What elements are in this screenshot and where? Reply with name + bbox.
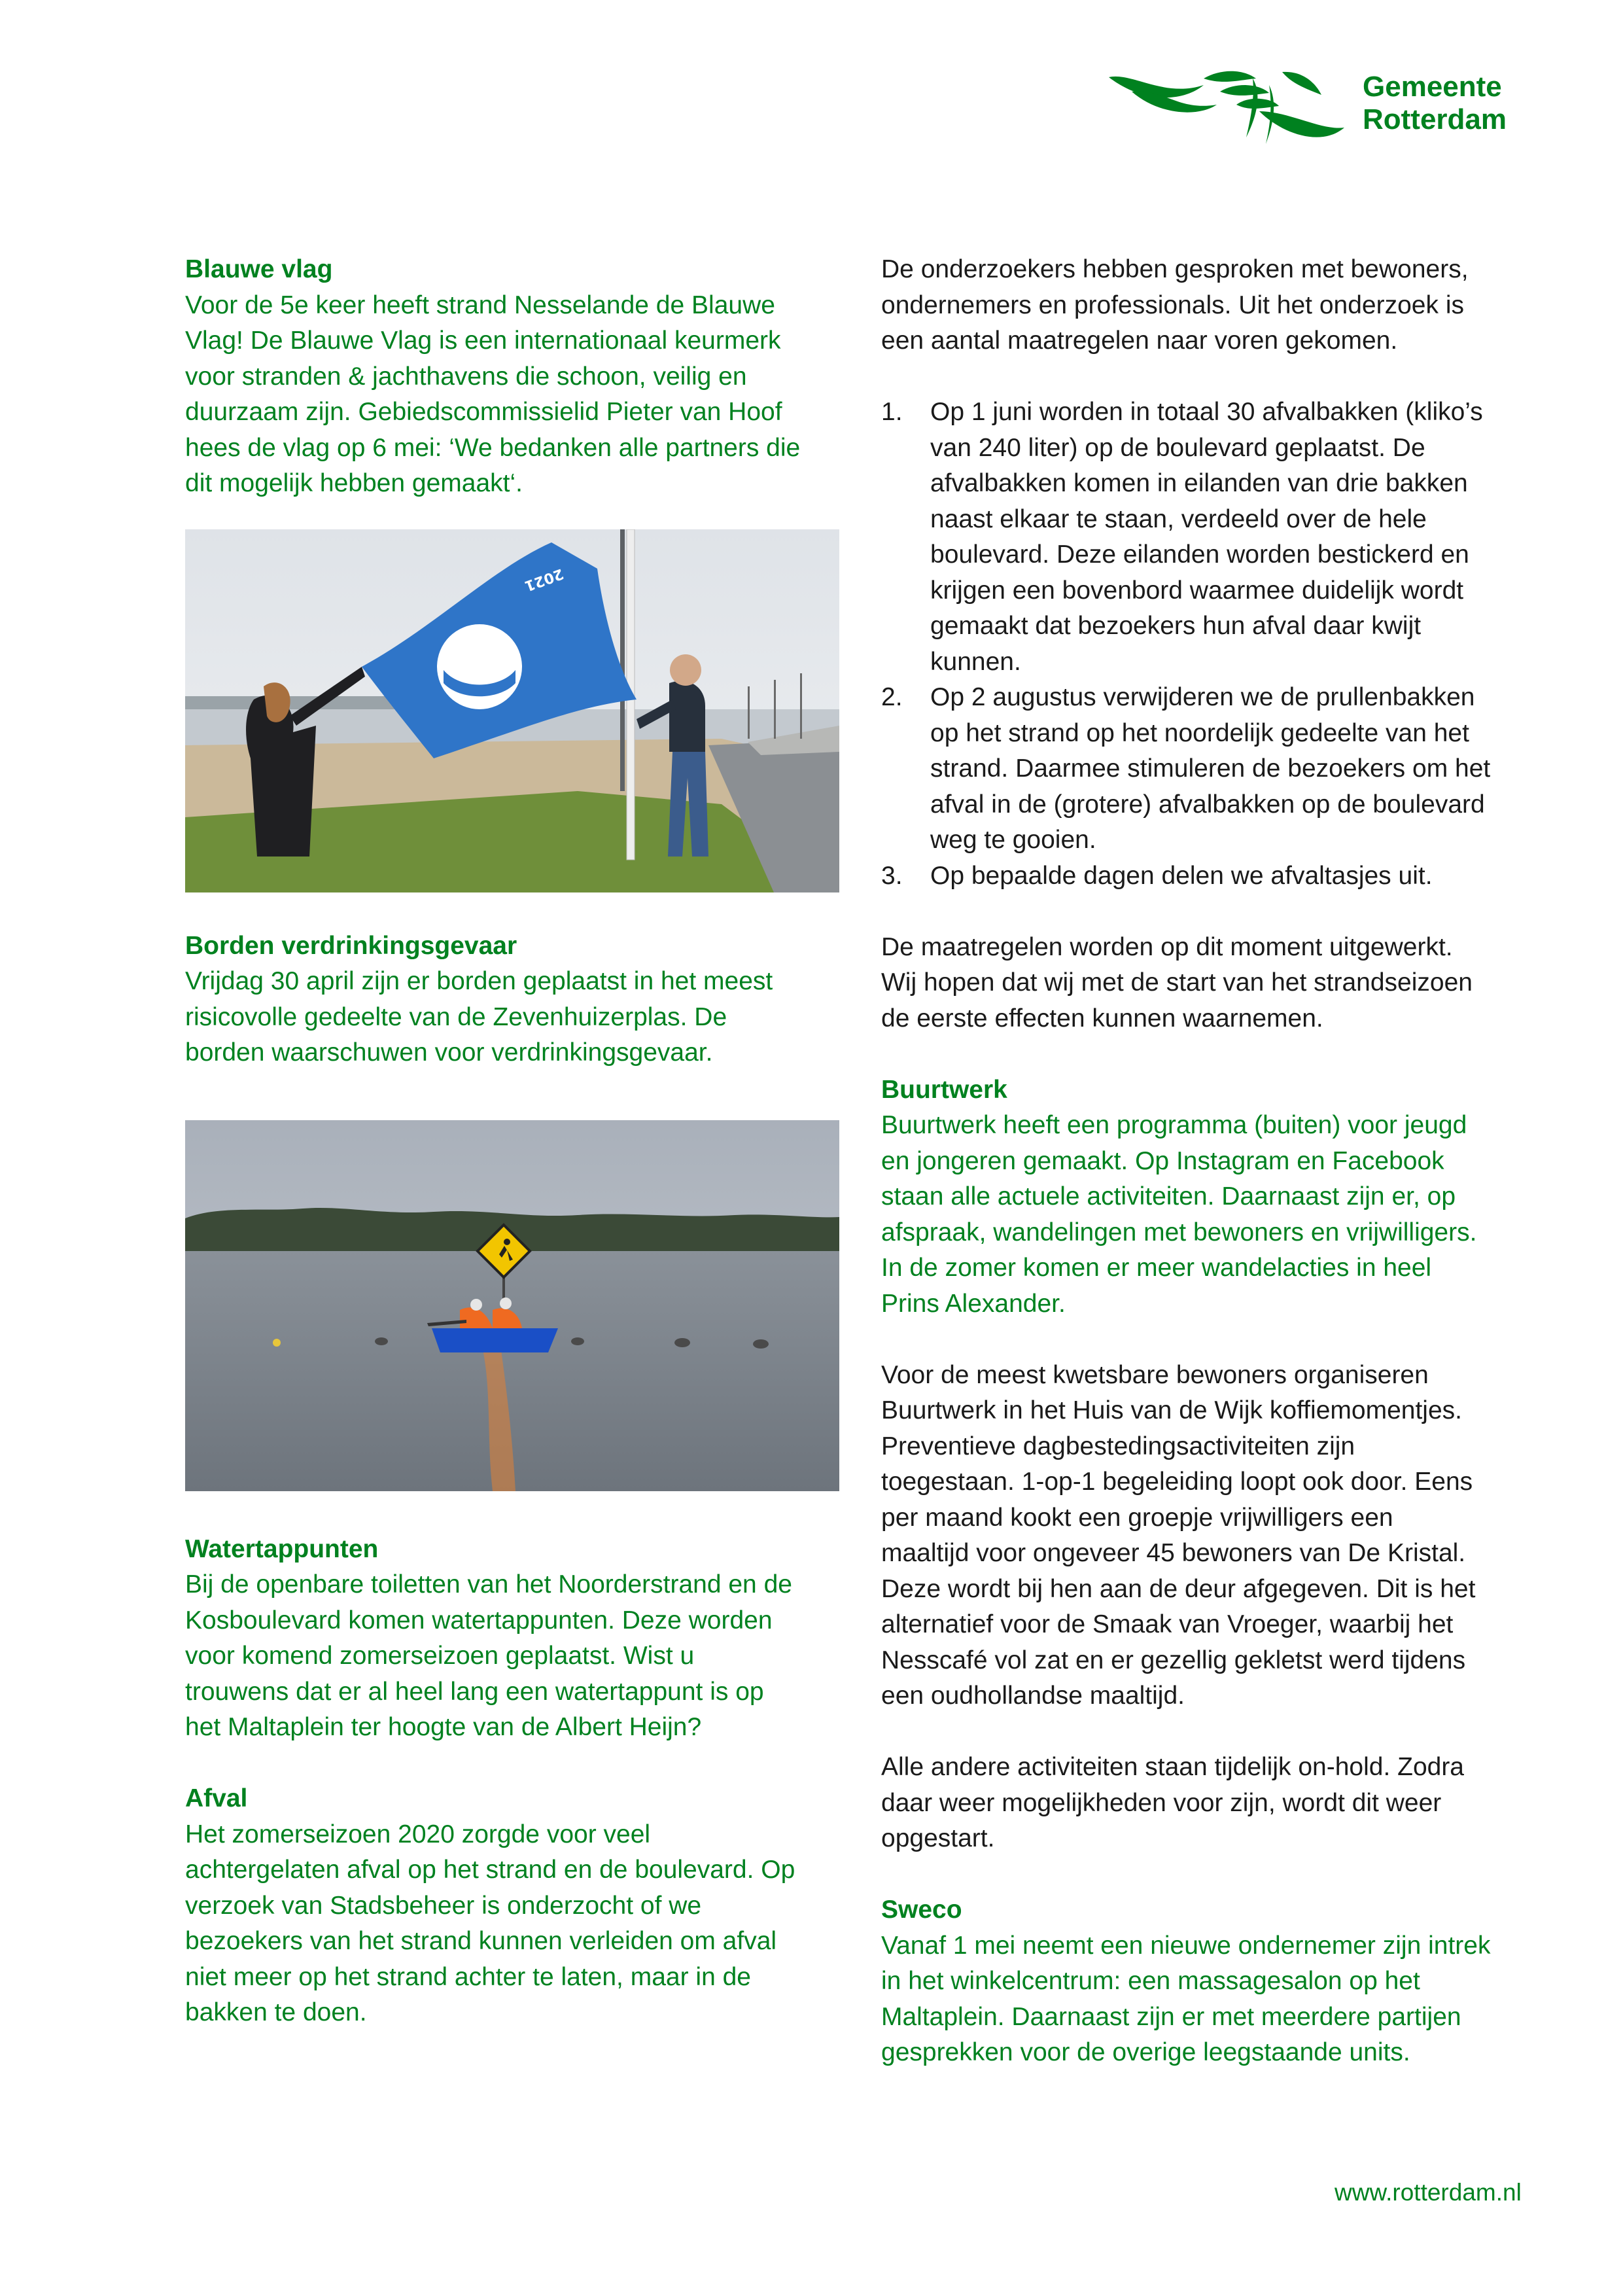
text-line: afspraak, wandelingen met bewoners en vrijwilligers. — [881, 1218, 1477, 1246]
heading-watertappunten: Watertappunten — [185, 1534, 379, 1563]
list-number: 1. — [881, 398, 903, 426]
blauwe-vlag-text — [185, 288, 846, 502]
text-line: en jongeren gemaakt. Op Instagram en Facebook — [881, 1146, 1444, 1175]
warning-sign-photo — [185, 1120, 839, 1491]
heading-buurtwerk: Buurtwerk — [881, 1075, 1007, 1104]
text-line: strand. Daarmee stimuleren de bezoekers om het — [930, 754, 1491, 783]
text-line: Bij de openbare toiletten van het Noorderstrand en de — [185, 1570, 792, 1598]
text-line: boulevard. Deze eilanden worden bestickerd en — [930, 540, 1469, 569]
text-line: De onderzoekers hebben gesproken met bewoners, — [881, 255, 1469, 283]
text-line: niet meer op het strand achter te laten, maar in de — [185, 1962, 751, 1991]
text-line: gemaakt dat bezoekers hun afval daar kwijt — [930, 612, 1422, 640]
afval-text — [185, 1817, 846, 2031]
text-line: risicovolle gedeelte van de Zevenhuizerplas. De — [185, 1002, 727, 1031]
text-line: bezoekers van het strand kunnen verleiden om afval — [185, 1927, 777, 1955]
text-line: Voor de 5e keer heeft strand Nesselande de Blauwe — [185, 291, 775, 319]
text-line: krijgen een bovenbord waarmee duidelijk wordt — [930, 576, 1464, 605]
text-line: Alle andere activiteiten staan tijdelijk on-hold. Zodra — [881, 1753, 1465, 1781]
text-line: Kosboulevard komen watertappunten. Deze worden — [185, 1606, 773, 1634]
text-line: Maltaplein. Daarnaast zijn er met meerdere partijen — [881, 2002, 1461, 2031]
gemeente-rotterdam-logo — [1106, 65, 1550, 150]
list-number: 2. — [881, 683, 903, 711]
list-item — [881, 680, 1562, 858]
text-line: Deze wordt bij hen aan de deur afgegeven. Dit is het — [881, 1574, 1476, 1603]
text-line: daar weer mogelijkheden voor zijn, wordt dit weer — [881, 1788, 1442, 1817]
text-line: Voor de meest kwetsbare bewoners organiseren — [881, 1360, 1429, 1389]
text-line: Op 1 juni worden in totaal 30 afvalbakken (kliko’s — [930, 398, 1483, 426]
text-line: per maand kookt een groepje vrijwilligers een — [881, 1503, 1393, 1532]
text-line: weg te gooien. — [930, 826, 1096, 854]
list-item — [881, 858, 1562, 894]
text-line: achtergelaten afval op het strand en de boulevard. Op — [185, 1856, 795, 1884]
text-line: voor komend zomerseizoen geplaatst. Wist u — [185, 1642, 695, 1670]
text-line: hees de vlag op 6 mei: ‘We bedanken alle partners die — [185, 433, 801, 462]
text-line: Wij hopen dat wij met de start van het strandseizoen — [881, 968, 1473, 997]
text-line: Vlag! De Blauwe Vlag is een internationaal keurmerk — [185, 327, 781, 355]
text-line: dit mogelijk hebben gemaakt‘. — [185, 469, 523, 497]
text-line: Op 2 augustus verwijderen we de prullenbakken — [930, 683, 1475, 711]
text-line: verzoek van Stadsbeheer is onderzocht of we — [185, 1891, 702, 1920]
text-line: naast elkaar te staan, verdeeld over de hele — [930, 504, 1427, 533]
borden-text — [185, 964, 846, 1071]
text-line: afvalbakken komen in eilanden van drie bakken — [930, 469, 1468, 497]
text-line: opgestart. — [881, 1824, 995, 1852]
right-column — [881, 252, 1562, 2071]
text-line: De maatregelen worden op dit moment uitgewerkt. — [881, 932, 1453, 961]
maatregelen-text — [881, 930, 1562, 1037]
text-line: voor stranden & jachthavens die schoon, veilig en — [185, 362, 747, 391]
text-line: Het zomerseizoen 2020 zorgde voor veel — [185, 1820, 651, 1848]
text-line: de eerste effecten kunnen waarnemen. — [881, 1004, 1323, 1033]
kwetsbare-bewoners-text — [881, 1358, 1562, 1714]
blue-flag-photo — [185, 529, 839, 892]
text-line: Op bepaalde dagen delen we afvaltasjes uit. — [930, 861, 1433, 890]
text-line: alternatief voor de Smaak van Vroeger, waarbij het — [881, 1610, 1454, 1638]
text-line: gesprekken voor de overige leegstaande units. — [881, 2038, 1410, 2066]
text-line: maaltijd voor ongeveer 45 bewoners van De Kristal. — [881, 1539, 1466, 1567]
text-line: Vanaf 1 mei neemt een nieuwe ondernemer zijn intrek — [881, 1931, 1491, 1960]
heading-borden: Borden verdrinkingsgevaar — [185, 931, 517, 960]
text-line: afval in de (grotere) afvalbakken op de boulevard — [930, 790, 1485, 819]
text-line: Buurtwerk heeft een programma (buiten) voor jeugd — [881, 1111, 1467, 1139]
text-line: In de zomer komen er meer wandelacties in heel — [881, 1254, 1432, 1282]
text-line: trouwens dat er al heel lang een watertappunt is op — [185, 1677, 764, 1706]
left-column — [185, 252, 846, 2031]
list-number: 3. — [881, 861, 903, 890]
buurtwerk-text — [881, 1108, 1562, 1322]
text-line: kunnen. — [930, 647, 1021, 676]
intro-text — [881, 252, 1562, 359]
text-line: een aantal maatregelen naar voren gekomen. — [881, 327, 1398, 355]
text-line: ondernemers en professionals. Uit het onderzoek is — [881, 291, 1464, 319]
text-line: borden waarschuwen voor verdrinkingsgevaar. — [185, 1038, 713, 1067]
text-line: bakken te doen. — [185, 1998, 367, 2026]
heading-sweco: Sweco — [881, 1896, 962, 1924]
sweco-text — [881, 1928, 1562, 2071]
text-line: duurzaam zijn. Gebiedscommissielid Pieter van Hoof — [185, 398, 782, 426]
text-line: staan alle actuele activiteiten. Daarnaast zijn er, op — [881, 1182, 1456, 1210]
footer-url-link[interactable]: www.rotterdam.nl — [1335, 2179, 1522, 2206]
text-line: op het strand op het noordelijk gedeelte van het — [930, 718, 1469, 747]
logo-line2: Rotterdam — [1363, 103, 1507, 135]
logo-line1: Gemeente — [1363, 71, 1502, 103]
text-line: toegestaan. 1-op-1 begeleiding loopt ook door. Eens — [881, 1468, 1473, 1496]
watertappunten-text — [185, 1567, 846, 1746]
maatregelen-list — [881, 395, 1562, 894]
flag-year-label: 2021 — [522, 564, 566, 594]
text-line: Nesscafé vol zat en er gezellig gekletst werd tijdens — [881, 1646, 1466, 1674]
heading-blauwe-vlag: Blauwe vlag — [185, 255, 333, 283]
text-line: Vrijdag 30 april zijn er borden geplaatst in het meest — [185, 967, 773, 995]
logo-wordmark — [1363, 71, 1507, 136]
text-line: Preventieve dagbestedingsactiviteiten zijn — [881, 1432, 1355, 1460]
on-hold-text — [881, 1750, 1562, 1857]
heading-afval: Afval — [185, 1784, 248, 1812]
rotterdam-swirl-logo-icon — [1106, 65, 1354, 150]
text-line: Buurtwerk in het Huis van de Wijk koffiemomentjes. — [881, 1396, 1462, 1424]
text-line: in het winkelcentrum: een massagesalon op het — [881, 1967, 1420, 1995]
text-line: van 240 liter) op de boulevard geplaatst. De — [930, 433, 1425, 462]
text-line: Prins Alexander. — [881, 1289, 1066, 1318]
text-line: een oudhollandse maaltijd. — [881, 1682, 1185, 1710]
text-line: het Maltaplein ter hoogte van de Albert Heijn? — [185, 1713, 702, 1741]
list-item — [881, 395, 1562, 680]
